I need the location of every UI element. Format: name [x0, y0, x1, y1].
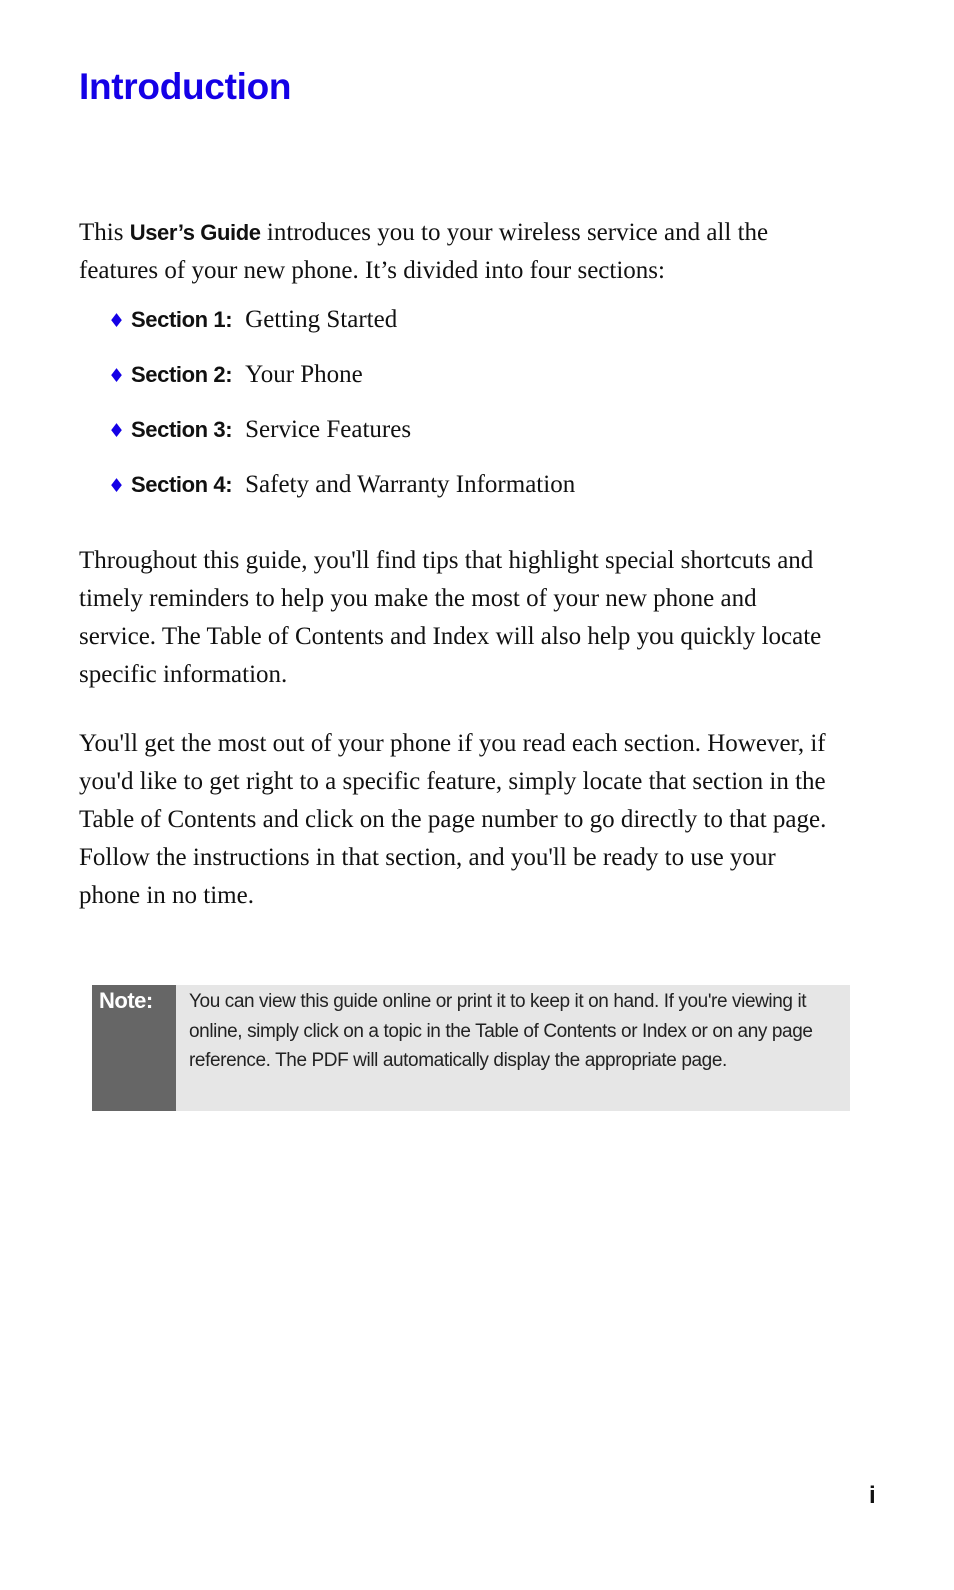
tips-paragraph: Throughout this guide, you'll find tips that highlight special shortcuts and timely reminders to help you make the most of your new phone and service. The Table of Contents and Index will also help you quickly locate specific information. — [79, 547, 822, 688]
intro-paragraph — [79, 214, 839, 290]
section-title: Your Phone — [245, 361, 363, 388]
section-item-4 — [108, 471, 575, 526]
section-label: Section 2: — [131, 362, 233, 387]
guide-name: User’s Guide — [129, 220, 261, 245]
section-label: Section 4: — [131, 472, 233, 497]
section-title: Safety and Warranty Information — [245, 471, 576, 498]
diamond-bullet-icon: ♦ — [108, 365, 126, 387]
section-title: Service Features — [245, 416, 412, 443]
note-box — [92, 985, 850, 1111]
note-label: Note: — [92, 985, 176, 1111]
section-item-1 — [108, 306, 575, 361]
section-label: Section 3: — [131, 417, 233, 442]
section-item-3 — [108, 416, 575, 471]
section-label: Section 1: — [131, 307, 233, 332]
note-text: You can view this guide online or print it to keep it on hand. If you're viewing it online, simply click on a topic in the Table of Contents or Index or on any page reference. The PDF will automatically display the appropriate page. — [176, 985, 850, 1111]
intro-prefix: This — [79, 219, 130, 246]
page-title: Introduction — [79, 66, 292, 107]
diamond-bullet-icon: ♦ — [108, 310, 126, 332]
page-number: i — [869, 1482, 876, 1509]
section-item-2 — [108, 361, 575, 416]
intro-suffix: introduces you to your wireless service and all the features of your new phone. It’s divided into four sections: — [79, 219, 769, 284]
diamond-bullet-icon: ♦ — [108, 475, 126, 497]
section-list — [108, 306, 575, 526]
navigation-paragraph: You'll get the most out of your phone if you read each section. However, if you'd like to get right to a specific feature, simply locate that section in the Table of Contents and click on the page number to go directly to that page. Follow the instructions in that section, and you'll be ready to use your phone in no time. — [79, 730, 827, 909]
diamond-bullet-icon: ♦ — [108, 420, 126, 442]
section-title: Getting Started — [245, 306, 398, 333]
